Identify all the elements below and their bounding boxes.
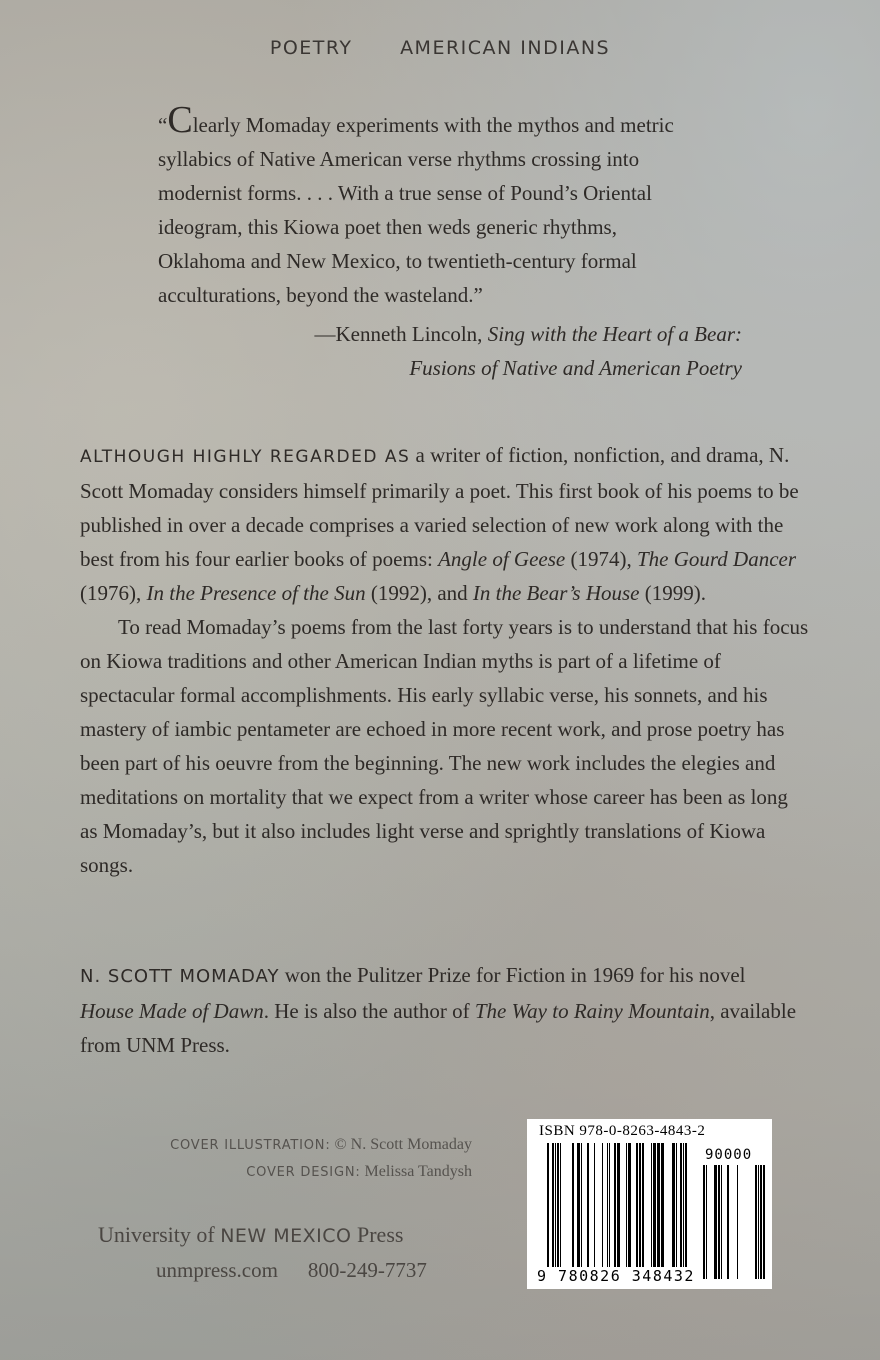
review-quote [158, 99, 758, 312]
attribution-title-2: Fusions of Native and American Poetry [409, 356, 742, 380]
barcode-addon-number: 90000 [705, 1147, 753, 1163]
description-text: (1976), [80, 581, 147, 605]
credit-value: © N. Scott Momaday [330, 1136, 472, 1153]
barcode-bar [639, 1143, 641, 1267]
barcode-bar [577, 1143, 580, 1267]
novel-title: House Made of Dawn [80, 999, 264, 1023]
category-american-indians: AMERICAN INDIANS [400, 37, 611, 59]
category-labels [0, 37, 880, 59]
description-paragraph-1 [80, 438, 810, 610]
barcode-number: 9 780826 348432 [537, 1267, 695, 1285]
book-title: In the Bear’s House [472, 581, 640, 605]
barcode-bar [628, 1143, 631, 1267]
barcode-bar [547, 1143, 549, 1267]
bio-text: . He is also the author of [263, 999, 475, 1023]
description-paragraph-2: To read Momaday’s poems from the last forty years is to understand that his focus on Kiowa traditions and other American Indian myths is part of a lifetime of spectacular formal accomplishments. His early syllabic verse, his sonnets, and his mastery of iambic pentameter are echoed in more recent work, and prose poetry has been part of his oeuvre from the beginning. The new work includes the elegies and meditations on mortality that we expect from a writer whose career has been as long as Momaday’s, but it also includes light verse and sprightly translations of Kiowa songs. [80, 615, 809, 877]
quote-attribution-cont [409, 356, 742, 381]
description-lead: ALTHOUGH HIGHLY REGARDED AS [80, 447, 411, 467]
quote-line-4: ideogram, this Kiowa poet then weds generic rhythms, [158, 215, 617, 239]
barcode-bar [737, 1165, 738, 1279]
barcode-bar [727, 1165, 729, 1279]
attribution-author: —Kenneth Lincoln, [314, 322, 488, 346]
quote-line-3: modernist forms. . . . With a true sense of Pound’s Oriental [158, 181, 652, 205]
barcode-bar [572, 1143, 574, 1267]
barcode-bar [602, 1143, 603, 1267]
description-text: (1999). [639, 581, 707, 605]
open-quote-mark: “ [158, 113, 168, 137]
barcode-bar [721, 1165, 722, 1279]
quote-attribution [314, 322, 742, 347]
barcode-bar [651, 1143, 652, 1267]
barcode-bar [718, 1165, 720, 1279]
barcode-bar [614, 1143, 616, 1267]
book-title: Angle of Geese [438, 547, 566, 571]
quote-dropcap: C [167, 99, 193, 141]
book-title: The Gourd Dancer [636, 547, 797, 571]
publisher-website: unmpress.com [156, 1258, 278, 1282]
publisher-state: NEW MEXICO [220, 1225, 352, 1247]
barcode-bar [680, 1143, 682, 1267]
barcode-bar [653, 1143, 656, 1267]
credit-label: COVER ILLUSTRATION: [170, 1138, 331, 1153]
barcode-bar [676, 1143, 677, 1267]
barcode-bar [714, 1165, 717, 1279]
author-bio [80, 958, 800, 1062]
quote-text: learly Momaday experiments with the mythos and metric [192, 113, 674, 137]
publisher-suffix: Press [351, 1222, 404, 1247]
barcode-bar [685, 1143, 687, 1267]
author-name: N. SCOTT MOMADAY [80, 966, 280, 987]
book-title: In the Presence of the Sun [146, 581, 366, 605]
barcode-bar [617, 1143, 620, 1267]
barcode-bar [636, 1143, 638, 1267]
book-description [80, 438, 810, 882]
barcode-bar [661, 1143, 664, 1267]
barcode-bar [581, 1143, 582, 1267]
quote-line-1 [158, 99, 758, 142]
bio-text: , available from UNM Press. [80, 999, 797, 1057]
barcode-bar [758, 1165, 759, 1279]
barcode-bar [683, 1143, 684, 1267]
description-text: (1974), [565, 547, 637, 571]
quote-line-6: acculturations, beyond the wasteland.” [158, 283, 483, 307]
barcode-bar [609, 1143, 610, 1267]
isbn-label: ISBN 978-0-8263-4843-2 [539, 1123, 706, 1139]
cover-credits [170, 1132, 472, 1186]
barcode-bar [555, 1143, 556, 1267]
barcode-bar [703, 1165, 705, 1279]
barcode-bar [706, 1165, 707, 1279]
barcode-bar [642, 1143, 644, 1267]
publisher-phone: 800-249-7737 [307, 1258, 427, 1282]
barcode-bar [594, 1143, 595, 1267]
publisher-contact [156, 1258, 427, 1283]
barcode-bar [607, 1143, 608, 1267]
barcode-bar [560, 1143, 561, 1267]
publisher-name [98, 1222, 403, 1248]
barcode-bar [657, 1143, 660, 1267]
barcode-bar [755, 1165, 757, 1279]
quote-line-5: Oklahoma and New Mexico, to twentieth-century formal [158, 249, 637, 273]
barcode-bar [672, 1143, 675, 1267]
credit-value: Melissa Tandysh [360, 1163, 472, 1180]
barcode-bar [763, 1165, 765, 1279]
barcode-bar [587, 1143, 589, 1267]
isbn-barcode [527, 1119, 772, 1289]
quote-line-2: syllabics of Native American verse rhythms crossing into [158, 147, 640, 171]
barcode-bar [552, 1143, 554, 1267]
credit-label: COVER DESIGN: [246, 1165, 361, 1180]
book-title: The Way to Rainy Mountain [474, 999, 710, 1023]
attribution-title-1: Sing with the Heart of a Bear: [487, 322, 742, 346]
bio-text: won the Pulitzer Prize for Fiction in 1969 for his novel [279, 963, 746, 987]
barcode-bars [527, 1119, 772, 1289]
publisher-prefix: University of [98, 1222, 221, 1247]
description-text: a writer of fiction, nonfiction, and drama, N. Scott Momaday considers himself primarily a poet. This first book of his poems to be published in over a decade comprises a varied selection of new work along with the best from his four earlier books of poems: [80, 443, 799, 571]
design-credit [170, 1159, 472, 1186]
barcode-bar [626, 1143, 627, 1267]
barcode-bar [557, 1143, 559, 1267]
description-text: (1992), and [365, 581, 473, 605]
category-poetry: POETRY [269, 37, 353, 59]
illustration-credit [170, 1132, 472, 1159]
barcode-bar [760, 1165, 762, 1279]
